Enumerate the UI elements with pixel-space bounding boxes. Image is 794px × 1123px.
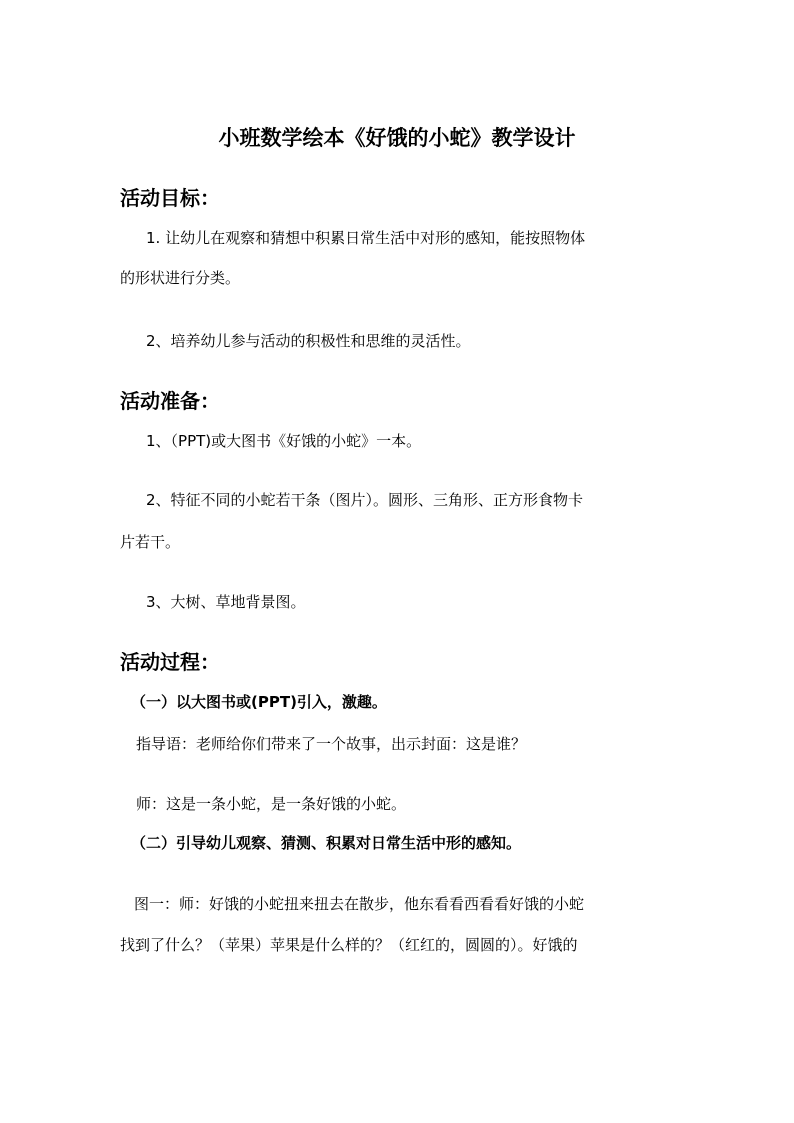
preparation-item-1: 1、（PPT)或大图书《好饿的小蛇》一本。 bbox=[146, 432, 422, 450]
goal-item-2: 2、培养幼儿参与活动的积极性和思维的灵活性。 bbox=[146, 332, 471, 350]
process-figure-1-line-1: 图一：师：好饿的小蛇扭来扭去在散步，他东看看西看看好饿的小蛇 bbox=[134, 895, 585, 913]
goal-item-1-line-2: 的形状进行分类。 bbox=[120, 269, 241, 287]
process-guide: 指导语：老师给你们带来了一个故事，出示封面：这是谁？ bbox=[136, 735, 527, 753]
section-heading-process: 活动过程： bbox=[120, 650, 220, 674]
section-heading-goals: 活动目标： bbox=[120, 186, 220, 210]
goal-item-1-line-1: 1. 让幼儿在观察和猜想中积累日常生活中对形的感知，能按照物体 bbox=[146, 229, 586, 247]
process-step-1: （一）以大图书或(PPT)引入，激趣。 bbox=[131, 693, 387, 711]
process-teacher: 师：这是一条小蛇，是一条好饿的小蛇。 bbox=[136, 795, 407, 813]
section-heading-preparation: 活动准备： bbox=[120, 389, 220, 413]
process-figure-1-line-2: 找到了什么？（苹果）苹果是什么样的？（红红的，圆圆的）。好饿的 bbox=[120, 936, 578, 954]
preparation-item-2-line-1: 2、特征不同的小蛇若干条（图片）。圆形、三角形、正方形食物卡 bbox=[146, 491, 584, 509]
preparation-item-2-line-2: 片若干。 bbox=[120, 533, 181, 551]
preparation-item-3: 3、大树、草地背景图。 bbox=[146, 593, 306, 611]
page-title: 小班数学绘本《好饿的小蛇》教学设计 bbox=[218, 125, 576, 150]
process-step-2: （二）引导幼儿观察、猜测、积累对日常生活中形的感知。 bbox=[131, 834, 522, 852]
